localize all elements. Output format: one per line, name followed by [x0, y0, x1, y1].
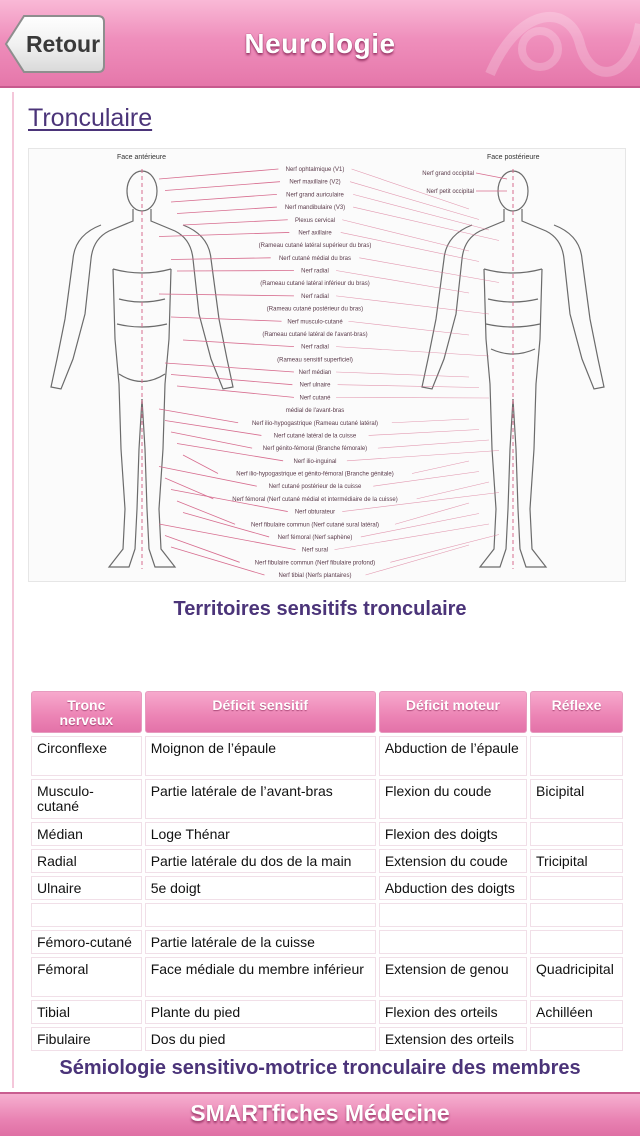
table-cell: Radial [31, 849, 142, 873]
table-cell: Médian [31, 822, 142, 846]
leader-line [165, 421, 261, 436]
leader-line [177, 271, 294, 272]
leader-line [177, 501, 235, 524]
leader-line [171, 194, 277, 202]
nerve-labels [232, 167, 397, 579]
table-cell: 5e doigt [145, 876, 376, 900]
posterior-nerve-labels [422, 171, 474, 195]
nerve-label: Nerf ilio-hypogastrique (Rameau cutané latéral) [251, 420, 379, 427]
table-row [31, 849, 623, 873]
nerve-label: Nerf musculo-cutané [287, 319, 343, 326]
table-cell: Partie latérale de l’avant-bras [145, 779, 376, 819]
leader-line [177, 207, 277, 213]
leader-line [171, 258, 271, 260]
leader-line [390, 535, 499, 563]
back-button[interactable] [4, 14, 106, 74]
leader-line [378, 440, 489, 448]
leader-line [159, 294, 294, 296]
face-anterior-label: Face antérieure [117, 154, 167, 161]
header-deficit-moteur: Déficit moteur [379, 691, 527, 733]
nerve-label: Nerf ilio-hypogastrique et génito-fémoral (Branche génitale) [236, 471, 394, 478]
table-row [31, 1000, 623, 1024]
table-cell: Dos du pied [145, 1027, 376, 1051]
leader-line [366, 545, 470, 575]
nerve-label: Nerf obturateur [294, 509, 336, 516]
nerve-label: médial de l'avant-bras [285, 408, 345, 415]
table-cell: Flexion des orteils [379, 1000, 527, 1024]
page-margin-line [12, 92, 14, 1088]
leader-line [183, 340, 294, 347]
table-cell [530, 1027, 623, 1051]
leader-line [159, 169, 278, 179]
nerve-label: Nerf cutané [299, 395, 331, 402]
nerve-label: Nerf radial [301, 293, 329, 300]
nerve-label: Nerf génito-fémoral (Branche fémorale) [262, 446, 368, 453]
leader-line [338, 385, 479, 388]
header-tronc-nerveux: Tronc nerveux [31, 691, 142, 733]
nerve-label: (Rameau cutané latéral de l'avant-bras) [262, 331, 368, 338]
nerve-label: Nerf cutané postérieur de la cuisse [268, 484, 362, 491]
table-cell: Face médiale du membre inférieur [145, 957, 376, 997]
table-cell: Ulnaire [31, 876, 142, 900]
table-cell: Plante du pied [145, 1000, 376, 1024]
table-cell: Achilléen [530, 1000, 623, 1024]
nerve-label: Nerf médian [298, 370, 332, 376]
table-cell [31, 903, 142, 927]
table-cell: Extension des orteils [379, 1027, 527, 1051]
table-cell [530, 736, 623, 776]
leader-line [353, 194, 489, 230]
table-row [31, 1027, 623, 1051]
nerve-label: Plexus cervical [294, 217, 336, 224]
table-cell [530, 930, 623, 954]
table-cell [379, 903, 527, 927]
leader-line [417, 482, 489, 499]
nerve-label: Nerf grand occipital [422, 171, 474, 177]
table-cell [379, 930, 527, 954]
leader-line [369, 430, 479, 436]
face-posterior-label: Face postérieure [487, 154, 540, 161]
section-heading: Tronculaire [28, 104, 153, 132]
leader-line [171, 547, 265, 575]
dermatome-figure [28, 148, 626, 582]
dermatome-illustration [29, 149, 627, 583]
nerve-label: Nerf fibulaire commun (Nerf fibulaire profond) [254, 560, 376, 567]
nerve-label: (Rameau sensitif superficiel) [277, 357, 353, 364]
nerve-label: Nerf fémoral (Nerf saphène) [277, 534, 353, 541]
table-cell [530, 822, 623, 846]
nerve-label: Nerf ophtalmique (V1) [285, 167, 345, 173]
figure-caption: Territoires sensitifs tronculaire [173, 598, 467, 620]
table-cell: Bicipital [530, 779, 623, 819]
table-row [31, 779, 623, 819]
leader-line [336, 397, 489, 398]
nerve-label: Nerf fibulaire commun (Nerf cutané sural latéral) [250, 522, 380, 529]
table-row [31, 930, 623, 954]
table-cell: Partie latérale de la cuisse [145, 930, 376, 954]
table-cell: Quadricipital [530, 957, 623, 997]
table-cell: Abduction des doigts [379, 876, 527, 900]
app-name: SMARTfiches Médecine [190, 1100, 450, 1126]
nerve-label: Nerf axillaire [298, 230, 332, 237]
nerve-label: Nerf radial [301, 268, 329, 275]
leader-line [336, 372, 469, 377]
header-deficit-sensitif: Déficit sensitif [145, 691, 376, 733]
table-row [31, 903, 623, 927]
table-cell: Flexion des doigts [379, 822, 527, 846]
leader-line [336, 347, 489, 356]
nerve-label: Nerf grand auriculaire [286, 192, 344, 199]
back-button-label: Retour [25, 31, 101, 57]
table-cell [530, 903, 623, 927]
leader-line [412, 461, 469, 474]
table-cell: Moignon de l’épaule [145, 736, 376, 776]
table-cell: Tibial [31, 1000, 142, 1024]
nerve-label: Nerf cutané médial du bras [278, 255, 352, 262]
table-cell: Abduction de l’épaule [379, 736, 527, 776]
nerve-label: Nerf petit occipital [426, 189, 474, 195]
decorative-swirl-icon [480, 0, 640, 88]
table-cell: Tricipital [530, 849, 623, 873]
page-title: Neurologie [244, 28, 396, 59]
table-caption: Sémiologie sensitivo-motrice tronculaire des membres [59, 1057, 581, 1079]
nerve-label: Nerf fémoral (Nerf cutané médial et intermédiaire de la cuisse) [232, 496, 398, 503]
leader-line [183, 455, 218, 474]
leader-line [171, 317, 282, 321]
nerve-label: Nerf mandibulaire (V3) [284, 205, 346, 212]
nerve-label: Nerf radial [301, 344, 329, 351]
header-reflexe: Réflexe [530, 691, 623, 733]
table-cell: Extension de genou [379, 957, 527, 997]
table-cell: Circonflexe [31, 736, 142, 776]
leader-line [171, 432, 252, 448]
table-cell: Fibulaire [31, 1027, 142, 1051]
nerve-label: Nerf sural [301, 547, 329, 554]
nerve-label: Nerf tibial (Nerfs plantaires) [278, 573, 352, 579]
table-cell: Partie latérale du dos de la main [145, 849, 376, 873]
navigation-bar [0, 0, 640, 88]
leader-line [353, 207, 499, 240]
table-row [31, 822, 623, 846]
table-cell [530, 876, 623, 900]
semiology-table [28, 688, 626, 1054]
nerve-label: (Rameau cutané postérieur du bras) [266, 306, 364, 313]
table-row [31, 876, 623, 900]
table-row [31, 736, 623, 776]
nerve-label: Nerf cutané latéral de la cuisse [273, 433, 357, 440]
bottom-bar [0, 1092, 640, 1136]
leader-line [347, 451, 499, 461]
nerve-label: Nerf maxillaire (V2) [289, 179, 341, 186]
table-cell: Fémoro-cutané [31, 930, 142, 954]
table-cell [145, 903, 376, 927]
table-cell: Loge Thénar [145, 822, 376, 846]
nerve-label: (Rameau cutané latéral inférieur du bras) [260, 281, 370, 288]
leader-line [159, 409, 238, 423]
table-header-row [31, 691, 623, 733]
leader-line [183, 220, 288, 225]
leader-line [165, 182, 280, 191]
leader-line [177, 386, 294, 397]
leader-line [395, 503, 469, 524]
nerve-label: (Rameau cutané latéral supérieur du bras) [258, 243, 372, 250]
nerve-label: Nerf ilio-inguinal [293, 458, 337, 465]
table-cell: Extension du coude [379, 849, 527, 873]
table-cell: Fémoral [31, 957, 142, 997]
leader-line [350, 182, 479, 220]
nerve-label: Nerf ulnaire [299, 382, 331, 389]
leader-line [392, 419, 469, 423]
table-cell: Musculo-cutané [31, 779, 142, 819]
table-cell: Flexion du coude [379, 779, 527, 819]
table-row [31, 957, 623, 997]
